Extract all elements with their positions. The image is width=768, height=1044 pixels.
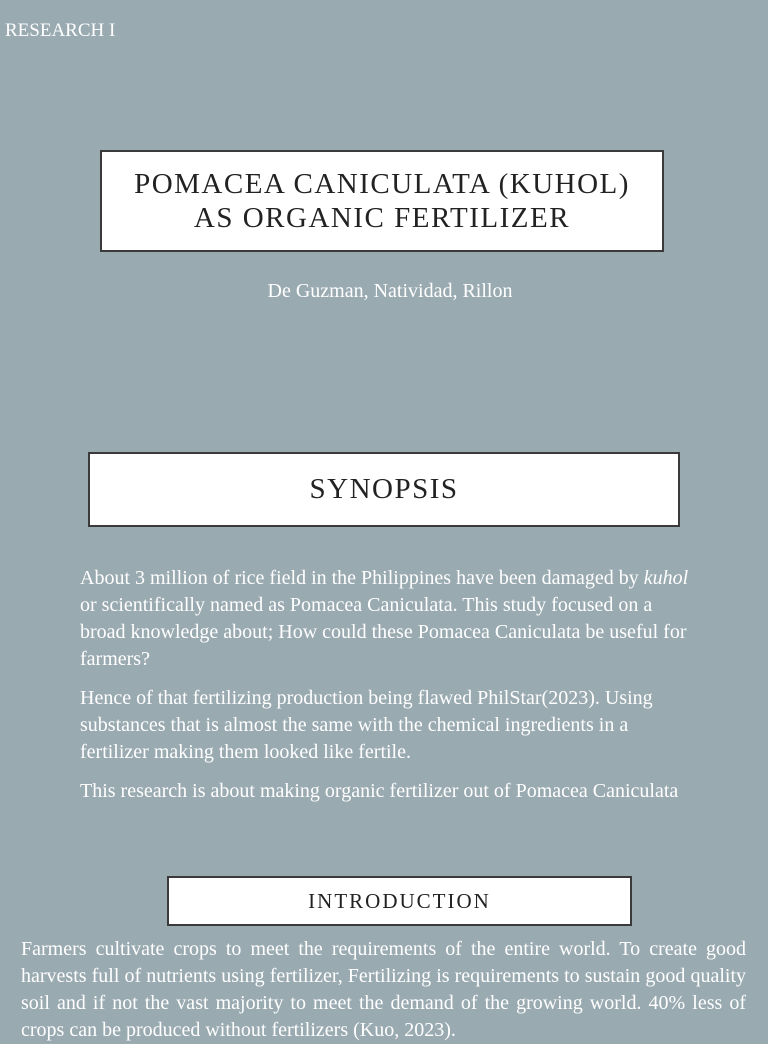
introduction-paragraph: Farmers cultivate crops to meet the requirements of the entire world. To create good harvests full of nutrients using fertilizer, Fertilizing is requirements to sustain good quality soil and if not the vast majority to meet the demand of the growing world. 40% less of crops can be produced without fertilizers (Kuo, 2023). (21, 938, 746, 1041)
synopsis-heading: SYNOPSIS (309, 473, 459, 505)
synopsis-p1-end: or scientifically named as Pomacea Caniculata. This study focused on a broad knowledge about; How could these Pomacea Caniculata be useful for farmers? (80, 594, 687, 670)
synopsis-p1-italic: kuhol (643, 567, 689, 589)
introduction-heading-box (167, 876, 632, 926)
synopsis-paragraph-2: Hence of that fertilizing production being flawed PhilStar(2023). Using substances that is almost the same with the chemical ingredients in a fertilizer making them looked like fertile. (80, 687, 653, 763)
title-box (100, 150, 664, 252)
synopsis-paragraph-1 (80, 565, 700, 673)
title-line-1: POMACEA CANICULATA (KUHOL) (134, 168, 630, 200)
synopsis-body (80, 565, 700, 817)
introduction-heading: INTRODUCTION (308, 888, 491, 913)
synopsis-paragraph-3: This research is about making organic fertilizer out of Pomacea Caniculata (80, 780, 679, 802)
synopsis-heading-box (88, 452, 680, 527)
header-label: RESEARCH I (5, 20, 116, 41)
introduction-body (21, 936, 746, 1044)
synopsis-p1-start: About 3 million of rice field in the Philippines have been damaged by (80, 567, 644, 589)
title-line-2: AS ORGANIC FERTILIZER (193, 202, 571, 234)
authors: De Guzman, Natividad, Rillon (267, 280, 513, 302)
